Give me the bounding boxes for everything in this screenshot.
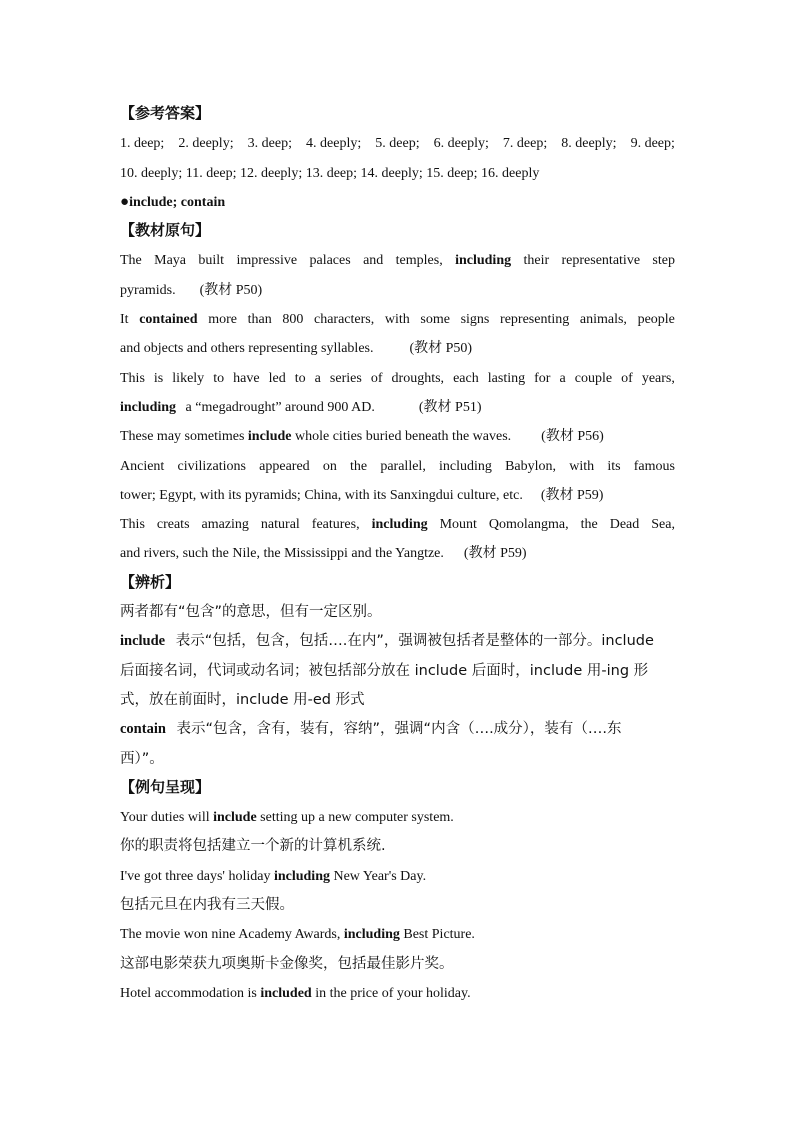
textbook-sentence-1-line-2: pyramids. (教材 P50): [120, 282, 263, 298]
examples-heading: 【例句呈现】: [120, 779, 211, 796]
example-3-en: The movie won nine Academy Awards, including Best Picture.: [120, 927, 475, 943]
textbook-sentence-2-line-1: It contained more than 800 characters, with some signs representing animals, people: [120, 305, 675, 334]
analysis-include-line-1: include 表示“包括，包含，包括….在内”，强调被包括者是整体的一部分。include: [120, 633, 654, 650]
example-1-en: Your duties will include setting up a new computer system.: [120, 810, 454, 826]
keyword: including: [120, 399, 177, 415]
textbook-sentence-4: These may sometimes include whole cities buried beneath the waves. (教材 P56): [120, 429, 604, 445]
analysis-contain-line-2: 西）”。: [120, 750, 164, 767]
example-2-en: I've got three days' holiday including New Year's Day.: [120, 868, 427, 884]
answers-line-2: 10. deeply; 11. deep; 12. deeply; 13. deep; 14. deeply; 15. deep; 16. deeply: [120, 165, 540, 181]
textbook-sentence-1-line-1: The Maya built impressive palaces and temples, including their representative step: [120, 246, 675, 275]
analysis-heading: 【辨析】: [120, 574, 181, 591]
textbook-sentence-3-line-1: This is likely to have led to a series of droughts, each lasting for a couple of years,: [120, 370, 675, 386]
textbook-reference: (教材 P50): [199, 282, 263, 298]
textbook-reference: (教材 P56): [541, 429, 604, 445]
keyword: including: [343, 927, 400, 943]
keyword: including: [371, 517, 428, 533]
analysis-include-line-2: 后面接名词，代词或动名词；被包括部分放在 include 后面时，include 用-ing 形: [120, 662, 649, 679]
document-content: [120, 100, 675, 1008]
example-2-cn: 包括元旦在内我有三天假。: [120, 897, 294, 914]
textbook-sentence-2-line-2: and objects and others representing syllables. (教材 P50): [120, 341, 473, 357]
textbook-heading: 【教材原句】: [120, 223, 211, 240]
textbook-reference: (教材 P50): [409, 341, 473, 357]
keyword: include: [120, 633, 166, 650]
example-3-cn: 这部电影荣获九项奥斯卡金像奖，包括最佳影片奖。: [120, 955, 454, 972]
keyword: include: [213, 810, 257, 826]
keyword: include: [247, 429, 292, 445]
analysis-contain-line-1: contain 表示“包含，含有，装有，容纳”，强调“内含（….成分），装有（….东: [120, 721, 622, 738]
textbook-reference: (教材 P59): [463, 546, 527, 562]
keyword: including: [455, 253, 512, 269]
keyword: contain: [120, 721, 166, 738]
analysis-include-line-3: 式，放在前面时，include 用-ed 形式: [120, 691, 365, 708]
textbook-sentence-6-line-1: This creats amazing natural features, including Mount Qomolangma, the Dead Sea,: [120, 510, 675, 539]
analysis-intro: 两者都有“包含”的意思，但有一定区别。: [120, 604, 382, 621]
example-4-en: Hotel accommodation is included in the price of your holiday.: [120, 985, 471, 1001]
textbook-reference: (教材 P51): [418, 399, 482, 415]
keyword: including: [273, 868, 330, 884]
textbook-sentence-6-line-2: and rivers, such the Nile, the Mississippi and the Yangtze. (教材 P59): [120, 546, 527, 562]
textbook-reference: (教材 P59): [540, 487, 604, 503]
keyword: included: [260, 985, 312, 1001]
answers-heading: 【参考答案】: [120, 106, 211, 122]
textbook-sentence-3-line-2: including a “megadrought” around 900 AD. (教材 P51): [120, 399, 482, 415]
keyword: contained: [139, 312, 198, 328]
textbook-sentence-5-line-2: tower; Egypt, with its pyramids; China, with its Sanxingdui culture, etc. (教材 P59): [120, 487, 604, 503]
example-1-cn: 你的职责将包括建立一个新的计算机系统.: [120, 838, 386, 855]
topic-title: ●include; contain: [120, 193, 226, 210]
bullet-icon: ●: [120, 193, 130, 210]
textbook-sentence-5-line-1: Ancient civilizations appeared on the parallel, including Babylon, with its famous: [120, 458, 675, 474]
answers-line-1: 1. deep; 2. deeply; 3. deep; 4. deeply; 5. deep; 6. deeply; 7. deep; 8. deeply; 9. deep;: [120, 136, 675, 152]
